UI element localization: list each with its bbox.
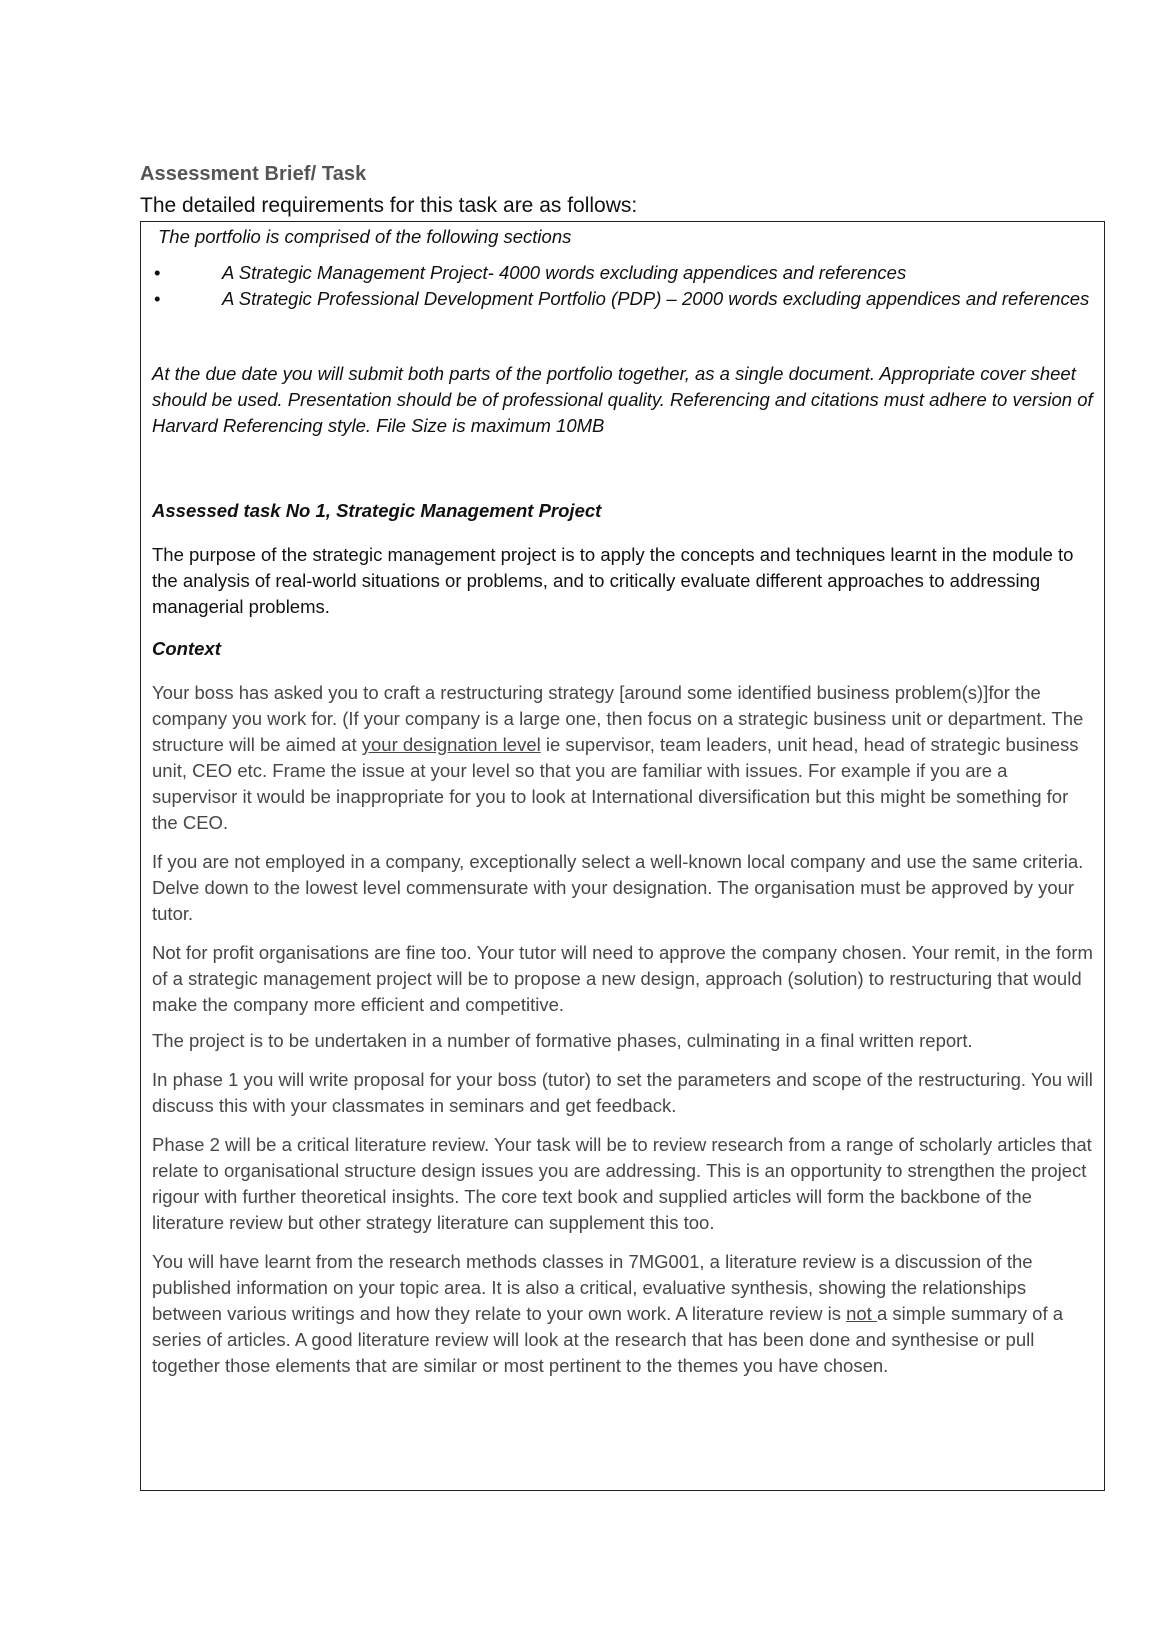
bullet-item — [152, 286, 1097, 312]
context-p7-text-a: You will have learnt from the research methods classes in 7MG001, a literature review is a discussion of the published information on your topic area. It is also a critical, evaluative synthesis, showing the relationships between various writings and how they relate to your own work. A literature review is — [152, 1251, 1033, 1324]
bullet-symbol: • — [154, 288, 161, 309]
purpose-text: The purpose of the strategic management project is to apply the concepts and techniques learnt in the module to the analysis of real-world situations or problems, and to critically evaluate different approaches to addressing managerial problems. — [152, 544, 1074, 617]
context-paragraph-3: Not for profit organisations are fine too. Your tutor will need to approve the company chosen. Your remit, in the form of a strategic management project will be to propose a new design, approach (solution) to restructuring that would make the company more efficient and competitive. — [152, 942, 1093, 1015]
context-p1-text-a: Your boss has asked you to craft a restructuring strategy [around some identified business problem(s)]for the company you work for. (If your company is a large one, then focus on a strategic business unit or department. The structure will be aimed at — [152, 682, 1084, 755]
context-paragraph-5: In phase 1 you will write proposal for your boss (tutor) to set the parameters and scope of the restructuring. You will discuss this with your classmates in seminars and get feedback. — [152, 1069, 1093, 1116]
bullet-symbol: • — [154, 262, 161, 283]
context-paragraph-1 — [152, 680, 1097, 836]
submission-text: At the due date you will submit both parts of the portfolio together, as a single document. Appropriate cover sheet should be used. Presentation should be of professional quality. Referencing and citations must adhere to version of Harvard Referencing style. File Size is maximum 10MB — [152, 363, 1093, 436]
designation-level-text: your designation level — [361, 734, 541, 755]
context-p1-text-b: ie supervisor, team leaders, unit head, head of strategic business unit, CEO etc. Frame the issue at your level so that you are familiar with issues. For example if you are a supervisor it would be inappropriate for you to look at International diversification but this might be something for the CEO. — [152, 734, 1079, 833]
section-heading: Assessment Brief/ Task — [140, 163, 367, 185]
not-emphasis-text: not — [846, 1303, 877, 1324]
context-paragraph-6: Phase 2 will be a critical literature review. Your task will be to review research from a range of scholarly articles that relate to organisational structure design issues you are addressing. This is an opportunity to strengthen the project rigour with further theoretical insights. The core text book and supplied articles will form the backbone of the literature review but other strategy literature can supplement this too. — [152, 1134, 1092, 1233]
bullet-text: A Strategic Professional Development Portfolio (PDP) – 2000 words excluding appendices and references — [222, 288, 1090, 309]
intro-text: The portfolio is comprised of the following sections — [158, 226, 572, 247]
task-title: Assessed task No 1, Strategic Management Project — [152, 500, 602, 521]
context-paragraph-2: If you are not employed in a company, exceptionally select a well-known local company and use the same criteria. Delve down to the lowest level commensurate with your designation. The organisation must be approved by your tutor. — [152, 851, 1084, 924]
section-subheading: The detailed requirements for this task are as follows: — [140, 194, 638, 217]
context-title: Context — [152, 638, 221, 659]
context-p7-text-b: a simple summary of a series of articles. A good literature review will look at the research that has been done and synthesise or pull together those elements that are similar or most pertinent to the themes you have chosen. — [152, 1303, 1064, 1376]
bullet-text: A Strategic Management Project- 4000 words excluding appendices and references — [222, 262, 907, 283]
context-paragraph-7 — [152, 1249, 1097, 1379]
bullet-item — [152, 260, 1097, 286]
task-box — [140, 221, 1105, 1491]
context-paragraph-4: The project is to be undertaken in a number of formative phases, culminating in a final written report. — [152, 1030, 973, 1051]
